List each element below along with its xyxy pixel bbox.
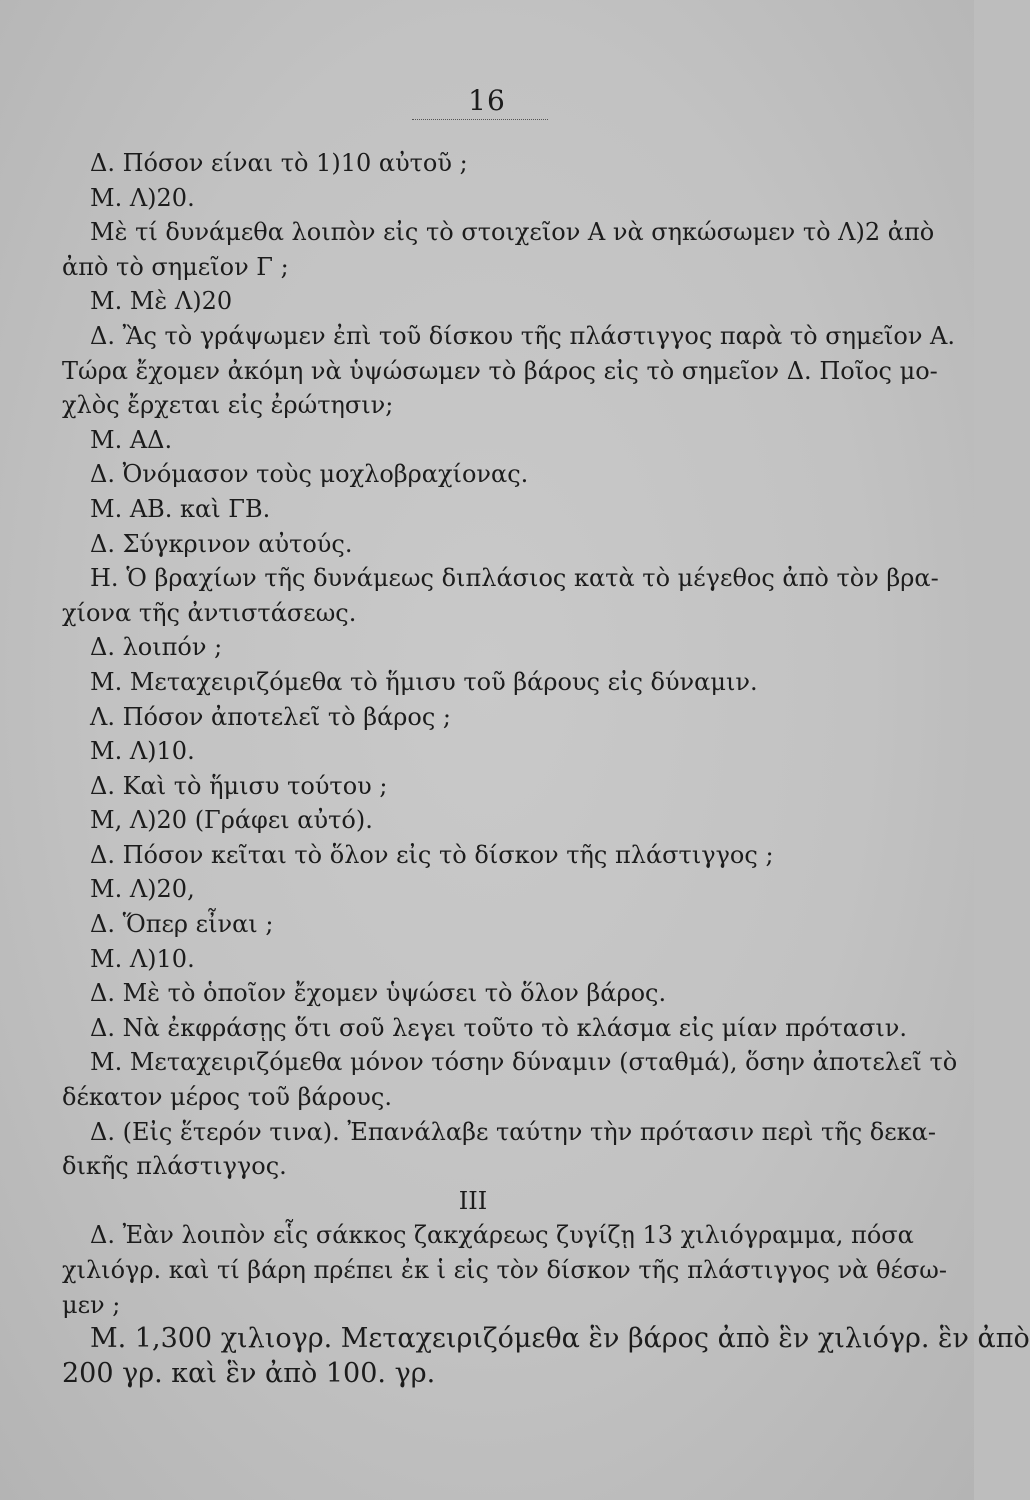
text-line: Μ. Λ)20. [90, 183, 195, 212]
text-line: Δ. Ὀνόμασον τοὺς μοχλοβραχίονας. [90, 460, 529, 489]
text-line: Δ. Μὲ τὸ ὁποῖον ἔχομεν ὑψώσει τὸ ὅλον βάρος. [90, 979, 667, 1008]
text-line: Δ. Ἂς τὸ γράψωμεν ἐπὶ τοῦ δίσκου τῆς πλάστιγγος παρὰ τὸ σημεῖον Α. [90, 321, 956, 350]
text-line: Δ. Ἐὰν λοιπὸν εἷς σάκκος ζακχάρεως ζυγίζῃ 13 χιλιόγραμμα, πόσα [90, 1221, 914, 1250]
text-line: Μ. Μεταχειριζόμεθα τὸ ἥμισυ τοῦ βάρους εἰς δύναμιν. [90, 667, 758, 696]
text-line: Μ. ΑΔ. [90, 425, 173, 454]
text-line: ἀπὸ τὸ σημεῖον Γ ; [62, 252, 289, 281]
text-line: Δ. Πόσον κεῖται τὸ ὅλον εἰς τὸ δίσκον τῆς πλάστιγγος ; [90, 840, 774, 869]
text-line: Τώρα ἔχομεν ἀκόμη νὰ ὑψώσωμεν τὸ βάρος εἰς τὸ σημεῖον Δ. Ποῖος μο- [62, 356, 938, 385]
text-line: δέκατον μέρος τοῦ βάρους. [62, 1083, 392, 1112]
page-number: 16 [468, 84, 506, 117]
text-line: Δ. λοιπόν ; [90, 633, 223, 662]
text-line: Μ. Μεταχειριζόμεθα μόνον τόσην δύναμιν (σταθμά), ὅσην ἀποτελεῖ τὸ [90, 1048, 958, 1077]
text-line: ΙΙΙ [458, 1186, 488, 1215]
text-line: Δ. (Εἰς ἕτερόν τινα). Ἐπανάλαβε ταύτην τὴν πρότασιν περὶ τῆς δεκα- [90, 1117, 936, 1146]
text-line: Η. Ὁ βραχίων τῆς δυνάμεως διπλάσιος κατὰ τὸ μέγεθος ἀπὸ τὸν βρα- [90, 564, 939, 593]
text-line: Μ. Λ)10. [90, 944, 195, 973]
header-rule [412, 119, 548, 120]
text-line: Μ, Λ)20 (Γράφει αὐτό). [90, 806, 373, 835]
text-line: Δ. Νὰ ἐκφράσῃς ὅτι σοῦ λεγει τοῦτο τὸ κλάσμα εἰς μίαν πρότασιν. [90, 1013, 907, 1042]
text-line: Μ. Λ)10. [90, 737, 195, 766]
text-line: Μ. Μὲ Λ)20 [90, 287, 233, 316]
text-line: Μ. 1,300 χιλιογρ. Μεταχειριζόμεθα ἓν βάρος ἀπὸ ἓν χιλιόγρ. ἓν ἀπὸ [90, 1323, 1030, 1355]
text-line: Δ. Πόσον είναι τὸ 1)10 αὐτοῦ ; [90, 149, 468, 177]
text-line: χιλιόγρ. καὶ τί βάρη πρέπει ἐκ ἱ εἰς τὸν δίσκον τῆς πλάστιγγος νὰ θέσω- [62, 1256, 947, 1284]
text-line: Δ. Σύγκρινον αὐτούς. [90, 529, 353, 558]
text-line: Μὲ τί δυνάμεθα λοιπὸν εἰς τὸ στοιχεῖον Α νὰ σηκώσωμεν τὸ Λ)2 ἀπὸ [90, 218, 935, 247]
text-line: Μ. Λ)20, [90, 875, 195, 904]
page-text [62, 146, 1030, 1391]
text-line: χίονα τῆς ἀντιστάσεως. [62, 598, 357, 627]
text-line: μεν ; [62, 1290, 121, 1319]
text-line: 200 γρ. καὶ ἓν ἀπὸ 100. γρ. [62, 1357, 436, 1389]
text-line: Μ. ΑΒ. καὶ ΓΒ. [90, 494, 271, 523]
text-line: Λ. Πόσον ἀποτελεῖ τὸ βάρος ; [90, 702, 451, 731]
text-line: χλὸς ἔρχεται εἰς ἐρώτησιν; [62, 391, 394, 420]
text-line: Δ. Ὅπερ εἶναι ; [90, 910, 274, 939]
text-line: Δ. Καὶ τὸ ἥμισυ τούτου ; [90, 771, 388, 800]
text-line: δικῆς πλάστιγγος. [62, 1152, 287, 1181]
